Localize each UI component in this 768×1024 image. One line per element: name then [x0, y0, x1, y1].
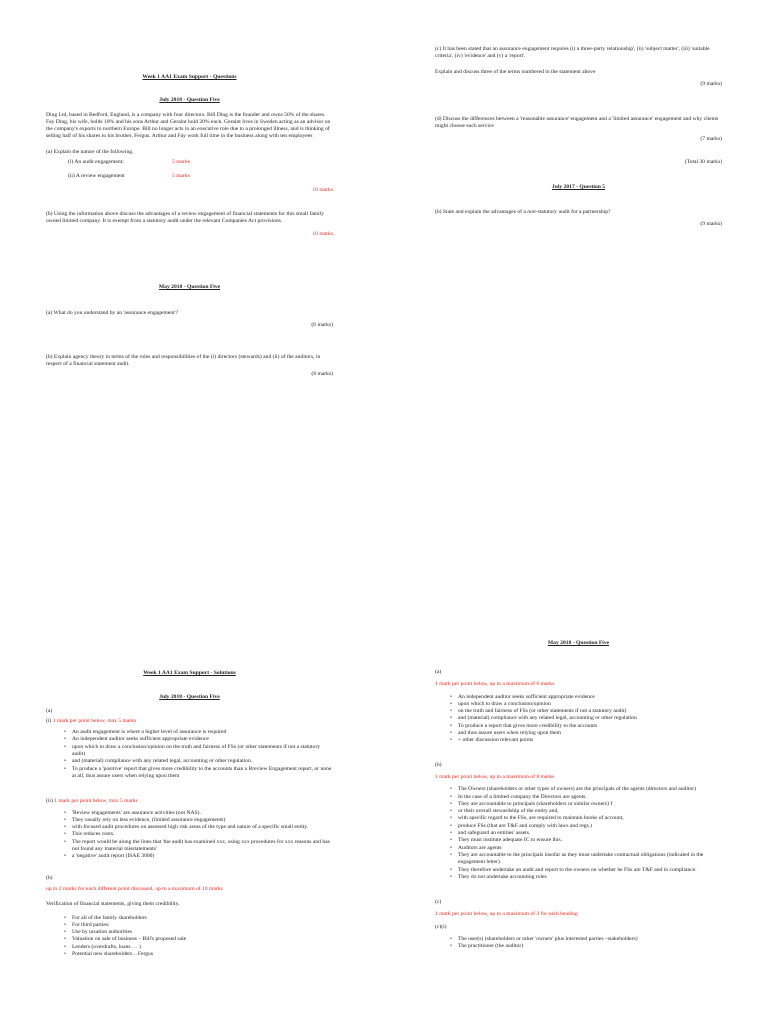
question-b: (b) Using the information above discuss the advantages of a review engagement of financial statements for this small family owned limited company. It is exempt from a statutory audit under the relevant Companies Act provisions.: [46, 210, 325, 225]
list-item: • and (material) compliance with any related legal, accounting or other regulation.: [72, 758, 333, 765]
section-heading: May 2018 - Question Five: [158, 283, 221, 290]
list-item: • The practitioner (the auditor): [458, 943, 722, 950]
list-item: • produce FSs (that are T&F and comply with laws and regs.): [458, 823, 722, 830]
list-item: • and thus assure users when relying upon them: [458, 730, 722, 737]
aii-points-list: [46, 810, 333, 861]
list-item: • They therefore undertake an audit and report to the owners on whether he FSs are T&F and in compliance.: [458, 867, 722, 874]
list-item: • with specific regard to the FSs, are required to maintain books of account,: [458, 815, 722, 822]
may-question-a: (a) What do you understand by an 'assurance engagement'?: [46, 310, 179, 317]
part-b-marks: up to 2 marks for each different point discussed, up to a maximum of 10 marks: [46, 885, 223, 892]
part-b-intro: Verification of financial statements, giving them credibility.: [46, 901, 180, 908]
part-ci-label: (c)(i): [435, 923, 447, 930]
list-item: • upon which to draw a conclusion/opinion: [458, 701, 722, 708]
part-aii-header: (ii) 1 mark per point below, max 5 marks: [46, 798, 138, 805]
part-b-label: (b): [46, 874, 53, 881]
question-item-label: (i) An audit engagement;: [68, 159, 124, 166]
question-a-total: 10 marks: [312, 186, 333, 193]
list-item: • In the case of a limited company the Directors are agents.: [458, 794, 722, 801]
total-marks: (Total 30 marks): [684, 159, 722, 166]
list-item: • For third parties:: [72, 922, 333, 929]
section-heading: July 2017 - Question 5: [551, 184, 606, 191]
list-item: • a 'negative' audit report (ISAE 3000): [72, 853, 333, 860]
list-item: • To produce a 'positive' report that gives more credibility to the accounts than a Rreview Engagement report, or none at all, thus assure users when relying upon them: [72, 766, 333, 781]
may-question-b-marks: (8 marks): [311, 371, 333, 378]
question-d-marks: (7 marks): [700, 135, 722, 142]
p1-right-column: [435, 46, 722, 228]
question-item: [68, 173, 333, 180]
list-item: • This reduces costs.: [72, 831, 333, 838]
part-a-marks: 1 mark per point below, up to a maximum of 6 marks: [435, 681, 555, 688]
list-item: • They are accountable to the principals insofar as they must undertake contractual obligations (indicated in the engagement letter).: [458, 852, 722, 867]
list-item: • To produce a report that gives more credibility to the accounts: [458, 723, 722, 730]
question-c: (c) It has been stated that an assurance engagement requires (i) a three-party relationship', (ii) 'subject matter', (iii) 'suitable criteria', (iv) 'evidence' and (v) a 'report'.: [435, 46, 710, 60]
list-item: • Use by taxation authorities: [72, 929, 333, 936]
list-item: • with focused audit procedures on assessed high risk areas of the type and nature of a specific small entity.: [72, 824, 333, 831]
b-points-list: [46, 915, 333, 959]
p1-left-column: [46, 74, 333, 379]
list-item: • Potential new shareholders…Fergus: [72, 951, 333, 958]
part-a-label: (a): [46, 707, 53, 714]
list-item: • The Owners (shareholders or other types of owners) are the principals of the agents (directors and auditor): [458, 786, 722, 793]
list-item: • 'Review engagements' are assurance activities (not NAS).: [72, 810, 333, 817]
part-a-label: (a): [435, 669, 442, 675]
list-item: • They must institute adequate IC to ensure this.: [458, 837, 722, 844]
page-title: Week 1 AA1 Exam Support - Solutions: [143, 670, 236, 676]
a-points-list: [435, 694, 722, 745]
list-item: • upon which to draw a conclusion/opinion on the truth and fairness of FSs (or other statements if not a statutory audit): [72, 744, 333, 759]
may-question-a-marks: (6 marks): [311, 322, 333, 329]
p2-left-column: [46, 670, 333, 958]
part-ai-header: (i) 1 mark per point below, max 5 marks: [46, 717, 137, 724]
part-c-marks: 1 mark per point below, up to a maximum of 3 for each heading: [435, 911, 578, 918]
question-a-intro: (a) Explain the nature of the following.: [46, 148, 134, 155]
list-item: • + other discussion relevant points: [458, 737, 722, 744]
list-item: • An independent auditor seeks sufficient appropriate evidence: [72, 736, 333, 743]
list-item: • They do not undertake accounting roles: [458, 874, 722, 881]
list-item: • For all of the family shareholders: [72, 915, 333, 922]
section-heading: July 2018 - Question Five: [159, 694, 220, 701]
list-item: • An audit engagement is where a higher level of assurance is required: [72, 729, 333, 736]
may-question-b: (b) Explain agency theory in terms of the roles and responsibilities of the (i) directors (stewards) and (ii) of the auditors, in respect of a financial statement audit.: [46, 353, 321, 368]
list-item: • on the truth and fairness of FSs (or other statements if not a statutory audit): [458, 708, 722, 715]
list-item: • and safeguard an entities' assets.: [458, 830, 722, 837]
list-item: • They usually rely on less evidence, (limited assurance engagements): [72, 817, 333, 824]
section-heading: May 2018 - Question Five: [547, 640, 610, 646]
list-item: • and (material) compliance with any related legal, accounting or other regulation: [458, 715, 722, 722]
list-item: • Auditors are agents: [458, 845, 722, 852]
list-item: • An independent auditor seeks sufficient appropriate evidence: [458, 694, 722, 701]
ci-points-list: [435, 936, 722, 951]
list-item: • or their overall stewardship of the entity and,: [458, 808, 722, 815]
section-heading: July 2018 - Question Five: [159, 97, 220, 104]
case-paragraph: Ding Ltd, based in Bedford, England, is a company with four directors. Bill Ding is the founder and owns 50% of the shares. Fay Ding, his wife, holds 10% and his sons Arthur and Geraint hold 20% each. Geraint lives in Sweden acting as an advisor on the company's exports to northern Europe. Bill no longer acts in an executive role due to a prolonged illness, and is thinking of selling half of his shares to his brother, Fergus. Arthur and Fay work full time in the business along with ten employees: [46, 111, 331, 140]
question-item-marks: 5 marks: [172, 159, 190, 166]
july2017-question: (b) State and explain the advantages of a non-statutory audit for a partnership?: [435, 208, 611, 215]
part-b-marks: 1 mark per point below, up to a maximum of 8 marks: [435, 773, 555, 780]
question-d: (d) Discuss the differences between a 'reasonable assurance' engagement and a 'limited assurance' engagement and why clients might choose each service: [435, 116, 719, 130]
p2-right-column: [435, 669, 722, 951]
list-item: • Valuation on sale of business – Bill's proposed sale: [72, 936, 333, 943]
question-item: [68, 159, 333, 166]
list-item: • The report would be along the lines that 'the audit has examined xxx, using xxx procedures for xxx reasons and has not found any material misstatements': [72, 839, 333, 854]
list-item: • They are accountable to principals (shareholders or similar owners) f: [458, 801, 722, 808]
b-points-list: [435, 786, 722, 881]
question-item-label: (ii) A review engagement: [68, 173, 125, 180]
question-c-instruction: Explain and discuss three of the terms numbered in the statement above: [435, 68, 596, 75]
page-title: Week 1 AA1 Exam Support - Questions: [142, 74, 237, 80]
july2017-marks: (9 marks): [700, 220, 722, 227]
ai-points-list: [46, 729, 333, 780]
question-b-marks: 10 marks: [312, 230, 333, 237]
list-item: • The user(s) (shareholders or other 'owners' plus interested parties –stakeholders): [458, 936, 722, 943]
list-item: • Lenders (overdrafts, loans … ): [72, 944, 333, 951]
question-c-marks: (9 marks): [700, 80, 722, 87]
part-b-label: (b): [435, 761, 442, 768]
question-item-marks: 5 marks: [172, 173, 190, 180]
part-c-label: (c): [435, 899, 442, 906]
